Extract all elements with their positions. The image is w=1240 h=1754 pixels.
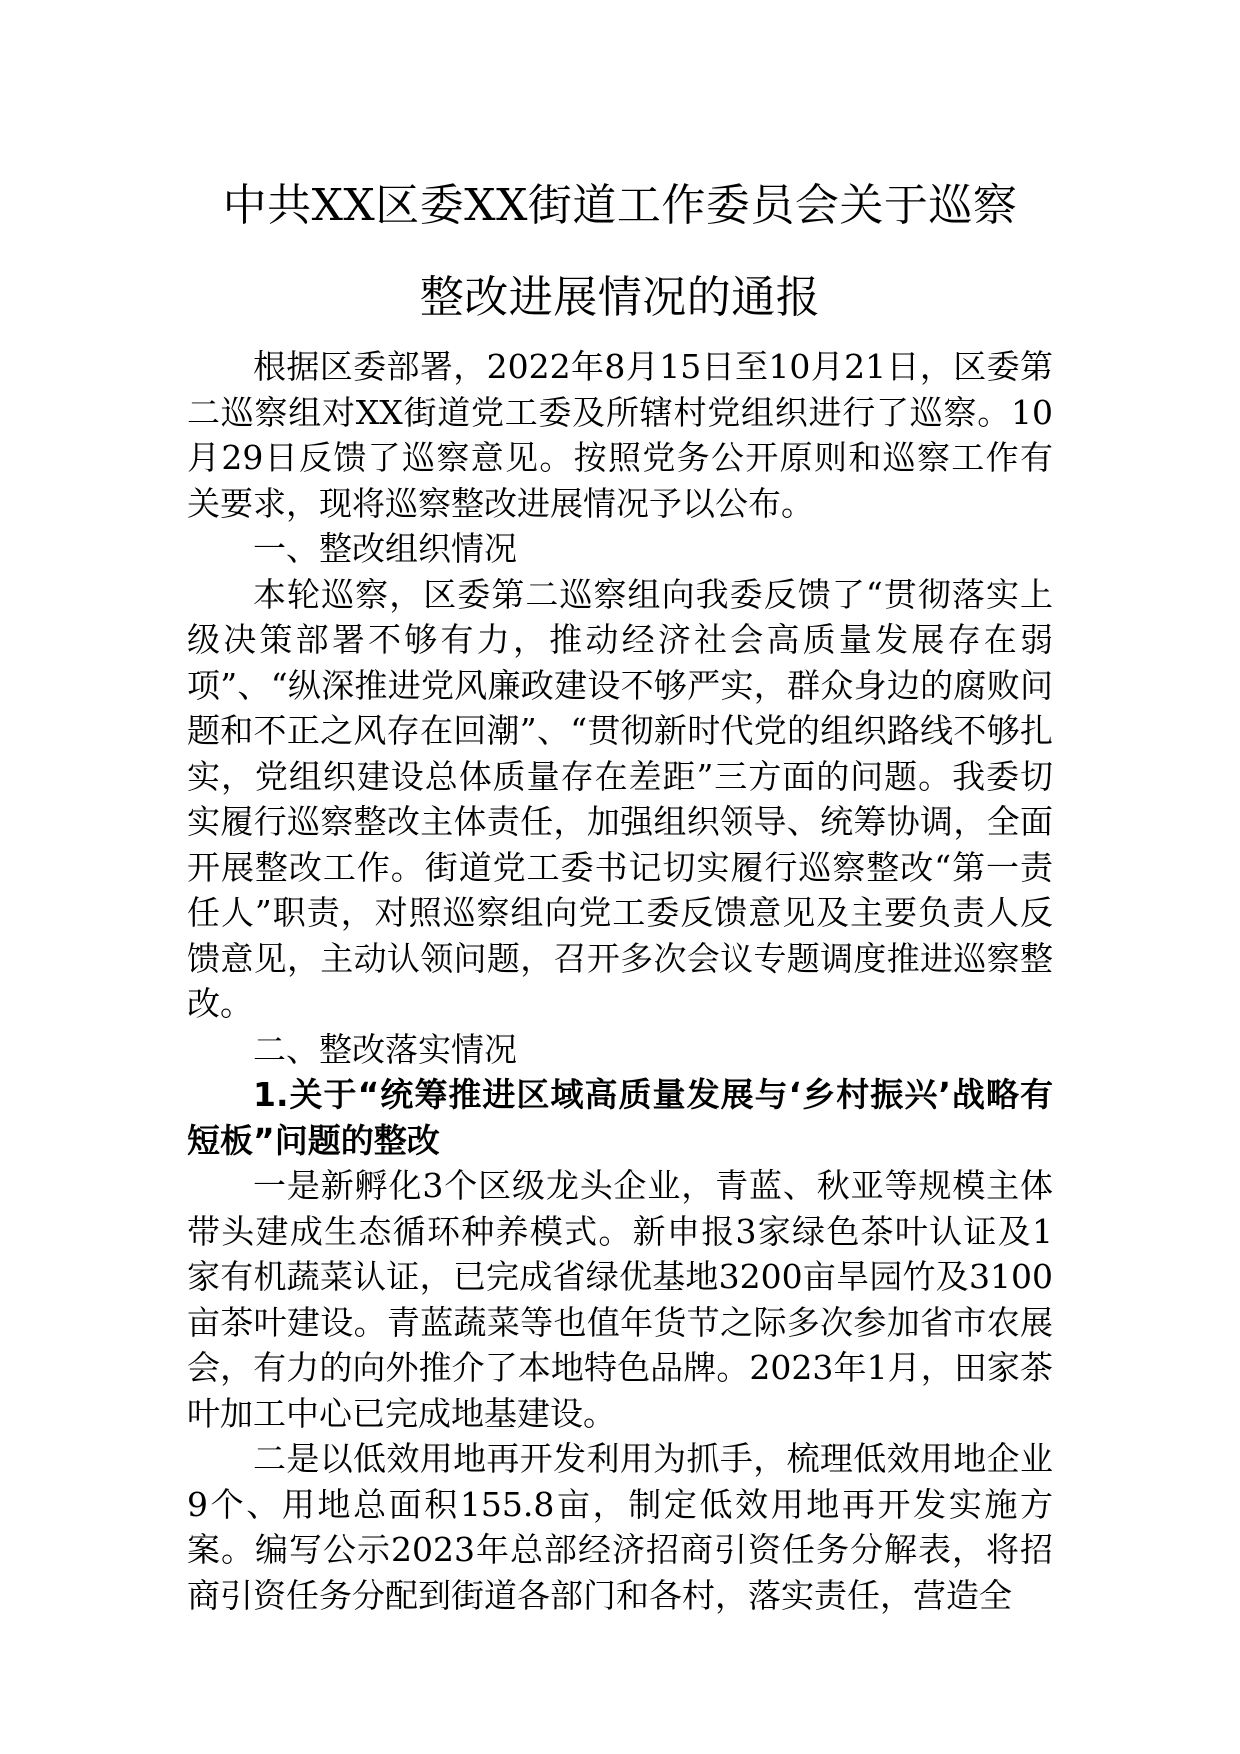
section-1-paragraph: 本轮巡察，区委第二巡察组向我委反馈了“贯彻落实上级决策部署不够有力，推动经济社会高质量发展存在弱项”、“纵深推进党风廉政建设不够严实，群众身边的腐败问题和不正之风存在回潮”、“贯彻新时代党的组织路线不够扎实，党组织建设总体质量存在差距”三方面的问题。我委切实履行巡察整改主体责任，加强组织领导、统筹协调，全面开展整改工作。街道党工委书记切实履行巡察整改“第一责任人”职责，对照巡察组向党工委反馈意见及主要负责人反馈意见，主动认领问题，召开多次会议专题调度推进巡察整改。 [187,574,1053,1023]
document-title [187,160,1053,344]
item-1-paragraph-1: 一是新孵化3个区级龙头企业，青蓝、秋亚等规模主体带头建成生态循环种养模式。新申报3家绿色茶叶认证及1家有机蔬菜认证，已完成省绿优基地3200亩旱园竹及3100亩茶叶建设。青蓝蔬菜等也值年货节之际多次参加省市农展会，有力的向外推介了本地特色品牌。2023年1月，田家茶叶加工中心已完成地基建设。 [187,1166,1053,1433]
title-line-1: 中共XX区委XX街道工作委员会关于巡察 [222,180,1018,231]
item-1-heading: 1.关于“统筹推进区域高质量发展与‘乡村振兴’战略有短板”问题的整改 [187,1075,1053,1160]
section-1-heading: 一、整改组织情况 [253,529,517,568]
item-1-paragraph-2: 二是以低效用地再开发利用为抓手，梳理低效用地企业9个、用地总面积155.8亩，制定低效用地再开发实施方案。编写公示2023年总部经济招商引资任务分解表，将招商引资任务分配到街道各部门和各村，落实责任，营造全 [187,1439,1053,1615]
section-2-heading: 二、整改落实情况 [253,1029,517,1069]
intro-paragraph: 根据区委部署，2022年8月15日至10月21日，区委第二巡察组对XX街道党工委及所辖村党组织进行了巡察。10月29日反馈了巡察意见。按照党务公开原则和巡察工作有关要求，现将巡察整改进展情况予以公布。 [187,347,1053,523]
title-line-2: 整改进展情况的通报 [419,272,821,323]
document-page [187,160,1053,1618]
